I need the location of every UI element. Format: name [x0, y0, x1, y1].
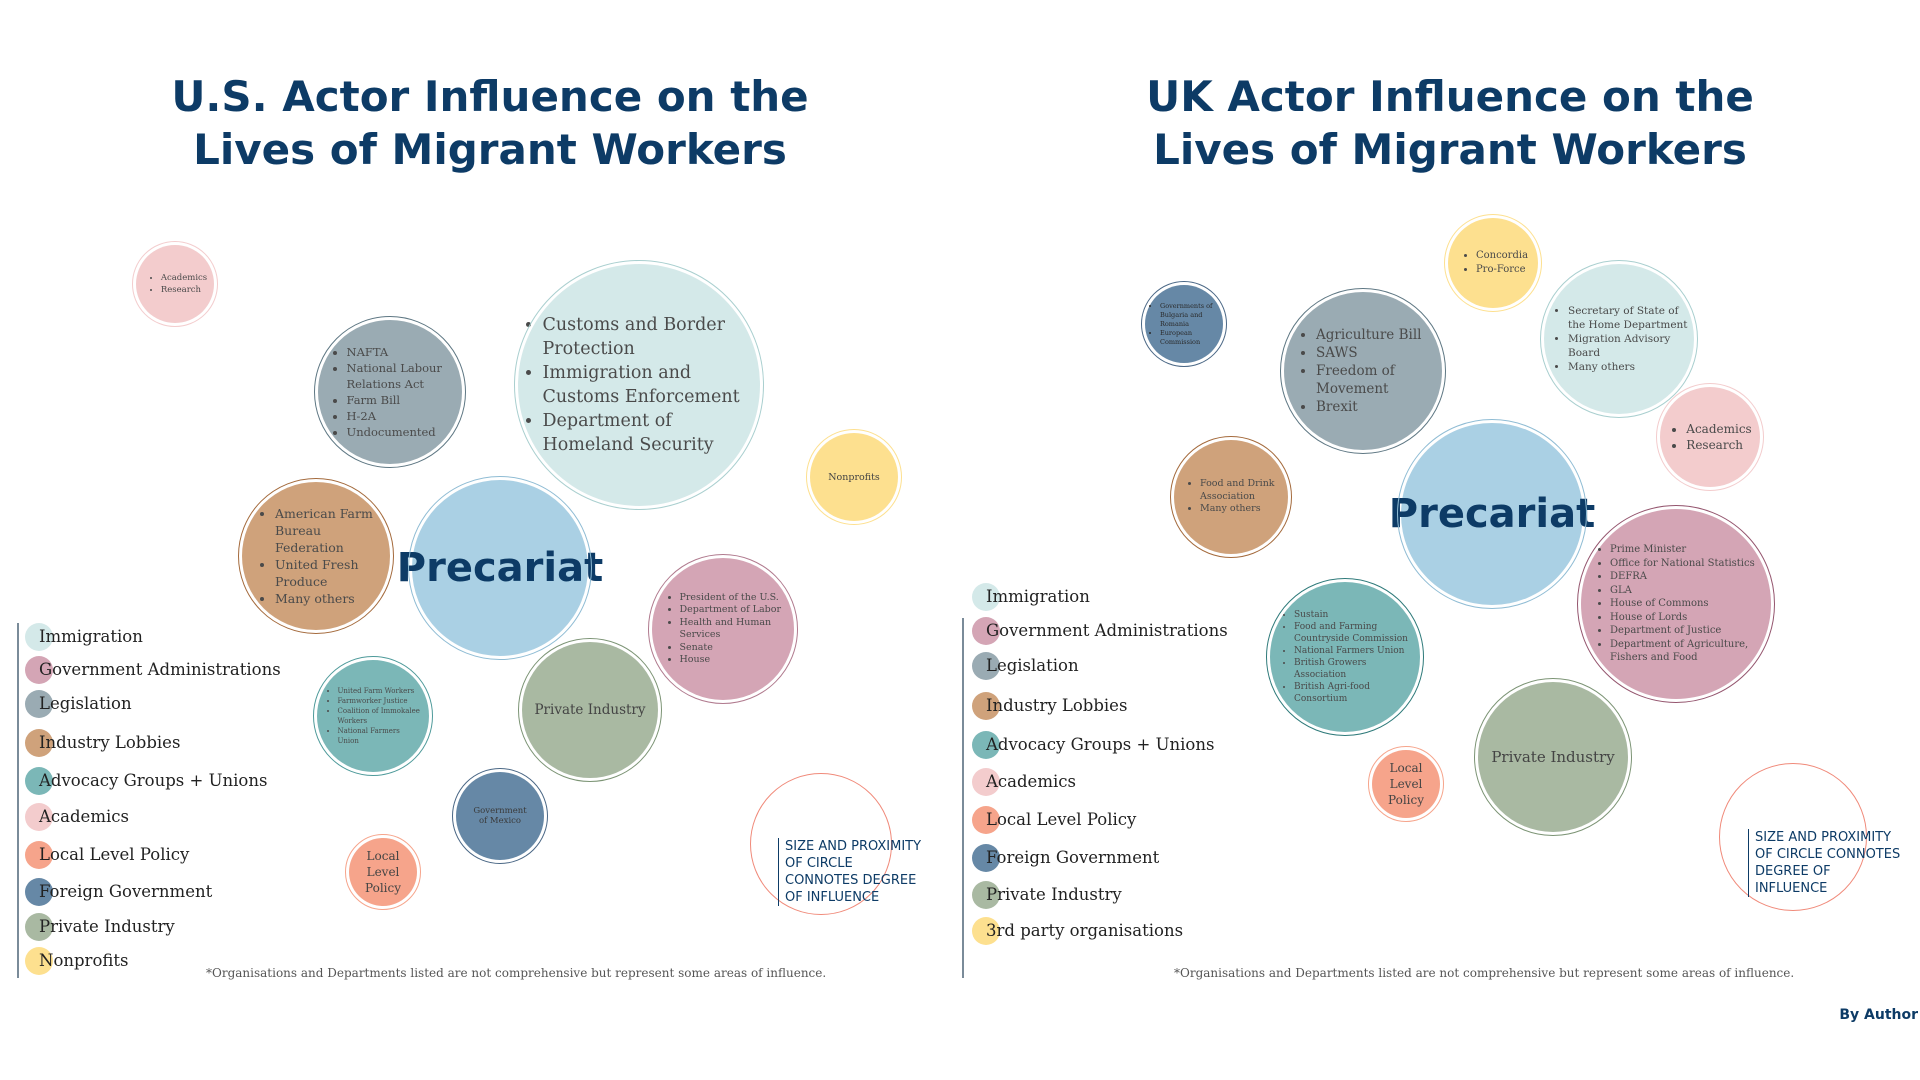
uk-third-party-circle — [1448, 218, 1538, 308]
uk-legislation-list-item: • Freedom of Movement — [1316, 362, 1428, 398]
us-legend-label: Legislation — [39, 694, 132, 713]
uk-precariat-circle — [1388, 423, 1596, 605]
uk-government-list-item: • House of Lords — [1610, 611, 1760, 625]
us-lobbies-circle — [242, 482, 390, 630]
us-immigration-list-item: • Immigration and Customs Enforcement — [543, 361, 758, 409]
uk-government-list-item: • Office for National Statistics — [1610, 557, 1760, 571]
uk-lobbies-list-item: • Food and Drink Association — [1200, 478, 1280, 503]
uk-lobbies-circle — [1174, 440, 1288, 554]
us-size-note: SIZE AND PROXIMITY OF CIRCLE CONNOTES DEGREE OF INFLUENCE — [778, 838, 930, 906]
uk-advocacy-list-item: • British Agri-food Consortium — [1294, 681, 1412, 705]
uk-immigration-list-item: • Many others — [1568, 360, 1688, 374]
uk-foreign-circle — [1145, 285, 1223, 363]
uk-local-circle — [1372, 750, 1440, 818]
uk-legend-label: 3rd party organisations — [986, 921, 1184, 940]
uk-legislation-circle — [1284, 292, 1442, 450]
us-immigration-list-item: • Customs and Border Protection — [543, 313, 758, 361]
uk-private-circle — [1478, 682, 1628, 832]
us-academics-list-item: • Research — [161, 284, 207, 296]
us-lobbies-list-item: • American Farm Bureau Federation — [275, 505, 375, 556]
uk-local-label: Local Level Policy — [1388, 761, 1424, 807]
us-legend-label: Nonprofits — [39, 951, 129, 970]
uk-legislation-list-item: • Agriculture Bill — [1316, 326, 1428, 344]
us-legend-label: Government Administrations — [39, 660, 281, 679]
us-legislation-list-item: • H-2A — [347, 408, 452, 424]
us-government-list-item: • Health and Human Services — [680, 617, 785, 642]
uk-academics-list-item: • Academics — [1686, 421, 1751, 437]
us-title: U.S. Actor Influence on the Lives of Migrant Workers — [171, 72, 809, 174]
uk-government-list-item: • GLA — [1610, 584, 1760, 598]
us-legislation-list-item: • NAFTA — [347, 344, 452, 360]
uk-immigration-list-item: • Secretary of State of the Home Department — [1568, 304, 1688, 332]
us-immigration-circle — [518, 264, 760, 506]
us-government-list-item: • Senate — [680, 642, 785, 655]
us-legend-label: Foreign Government — [39, 882, 213, 901]
uk-foreign-list-item: • Governments of Bulgaria and Romania — [1160, 302, 1220, 329]
uk-advocacy-circle — [1270, 582, 1420, 732]
uk-third-party-list-item: • Pro-Force — [1476, 263, 1528, 277]
us-legend-label: Private Industry — [39, 917, 175, 936]
uk-academics-list-item: • Research — [1686, 437, 1751, 453]
us-nonprofits-label: Nonprofits — [828, 471, 880, 483]
uk-government-list-item: • House of Commons — [1610, 597, 1760, 611]
us-immigration-list-item: • Department of Homeland Security — [543, 409, 758, 457]
us-government-list-item: • House — [680, 654, 785, 667]
uk-immigration-circle — [1544, 264, 1694, 414]
uk-academics-circle — [1660, 387, 1760, 487]
panel-divider — [962, 618, 964, 978]
uk-immigration-list-item: • Migration Advisory Board — [1568, 332, 1688, 360]
uk-footnote: *Organisations and Departments listed are not comprehensive but represent some areas of influence. — [1174, 966, 1795, 980]
uk-precariat-label: Precariat — [1388, 491, 1596, 537]
us-government-circle — [652, 558, 794, 700]
us-local-circle — [349, 838, 417, 906]
us-advocacy-list-item: • United Farm Workers — [338, 686, 423, 696]
us-legend-label: Academics — [39, 807, 129, 826]
us-legislation-circle — [318, 320, 462, 464]
us-legislation-list-item: • Farm Bill — [347, 392, 452, 408]
uk-advocacy-list-item: • Sustain — [1294, 609, 1412, 621]
us-legend-label: Local Level Policy — [39, 845, 190, 864]
uk-legend-label: Industry Lobbies — [986, 696, 1128, 715]
uk-legislation-list-item: • Brexit — [1316, 398, 1428, 416]
uk-government-list-item: • Department of Justice — [1610, 624, 1760, 638]
us-legend-label: Advocacy Groups + Unions — [39, 771, 268, 790]
us-government-list-item: • Department of Labor — [680, 604, 785, 617]
us-private-circle — [522, 642, 658, 778]
us-private-label: Private Industry — [534, 702, 646, 718]
uk-legend-label: Local Level Policy — [986, 810, 1137, 829]
uk-title: UK Actor Influence on the Lives of Migrant Workers — [1146, 72, 1754, 174]
us-legend-label: Immigration — [39, 627, 143, 646]
us-local-label: Local Level Policy — [365, 849, 401, 895]
uk-government-circle — [1581, 509, 1771, 699]
credit-text: By Author — [1839, 1007, 1918, 1023]
us-precariat-circle — [396, 480, 604, 656]
us-advocacy-list-item: • Farmworker Justice — [338, 696, 423, 706]
uk-private-label: Private Industry — [1491, 748, 1615, 766]
uk-legend-label: Legislation — [986, 656, 1079, 675]
us-academics-list-item: • Academics — [161, 272, 207, 284]
us-legislation-list-item: • Undocumented — [347, 424, 452, 440]
uk-legend-label: Academics — [986, 772, 1076, 791]
uk-advocacy-list-item: • Food and Farming Countryside Commission — [1294, 621, 1412, 645]
us-foreign-label: Government of Mexico — [473, 806, 527, 826]
us-legend-label: Industry Lobbies — [39, 733, 181, 752]
uk-government-list-item: • Prime Minister — [1610, 543, 1760, 557]
uk-legend-label: Immigration — [986, 587, 1090, 606]
us-legend-rule — [17, 623, 19, 978]
us-advocacy-list-item: • Coalition of Immokalee Workers — [338, 706, 423, 726]
us-legislation-list-item: • National Labour Relations Act — [347, 360, 452, 392]
us-advocacy-circle — [317, 660, 429, 772]
us-government-list-item: • President of the U.S. — [680, 592, 785, 605]
uk-government-list-item: • DEFRA — [1610, 570, 1760, 584]
uk-lobbies-list-item: • Many others — [1200, 503, 1280, 516]
uk-legend-label: Advocacy Groups + Unions — [986, 735, 1215, 754]
us-foreign-circle — [456, 772, 544, 860]
us-academics-circle — [136, 245, 214, 323]
uk-third-party-list-item: • Concordia — [1476, 249, 1528, 263]
us-footnote: *Organisations and Departments listed are not comprehensive but represent some areas of influence. — [206, 966, 827, 980]
uk-advocacy-list-item: • British Growers Association — [1294, 657, 1412, 681]
uk-legend-label: Private Industry — [986, 885, 1122, 904]
uk-legend-label: Government Administrations — [986, 621, 1228, 640]
uk-advocacy-list-item: • National Farmers Union — [1294, 645, 1412, 657]
uk-legislation-list-item: • SAWS — [1316, 344, 1428, 362]
uk-government-list-item: • Department of Agriculture, Fishers and Food — [1610, 638, 1760, 665]
us-nonprofits-circle — [810, 433, 898, 521]
uk-foreign-list-item: • European Commission — [1160, 329, 1220, 347]
uk-legend-label: Foreign Government — [986, 848, 1160, 867]
uk-size-note: SIZE AND PROXIMITY OF CIRCLE CONNOTES DEGREE OF INFLUENCE — [1748, 829, 1905, 897]
us-precariat-label: Precariat — [396, 545, 604, 591]
us-advocacy-list-item: • National Farmers Union — [338, 726, 423, 746]
us-lobbies-list-item: • United Fresh Produce — [275, 556, 375, 590]
us-lobbies-list-item: • Many others — [275, 590, 375, 607]
